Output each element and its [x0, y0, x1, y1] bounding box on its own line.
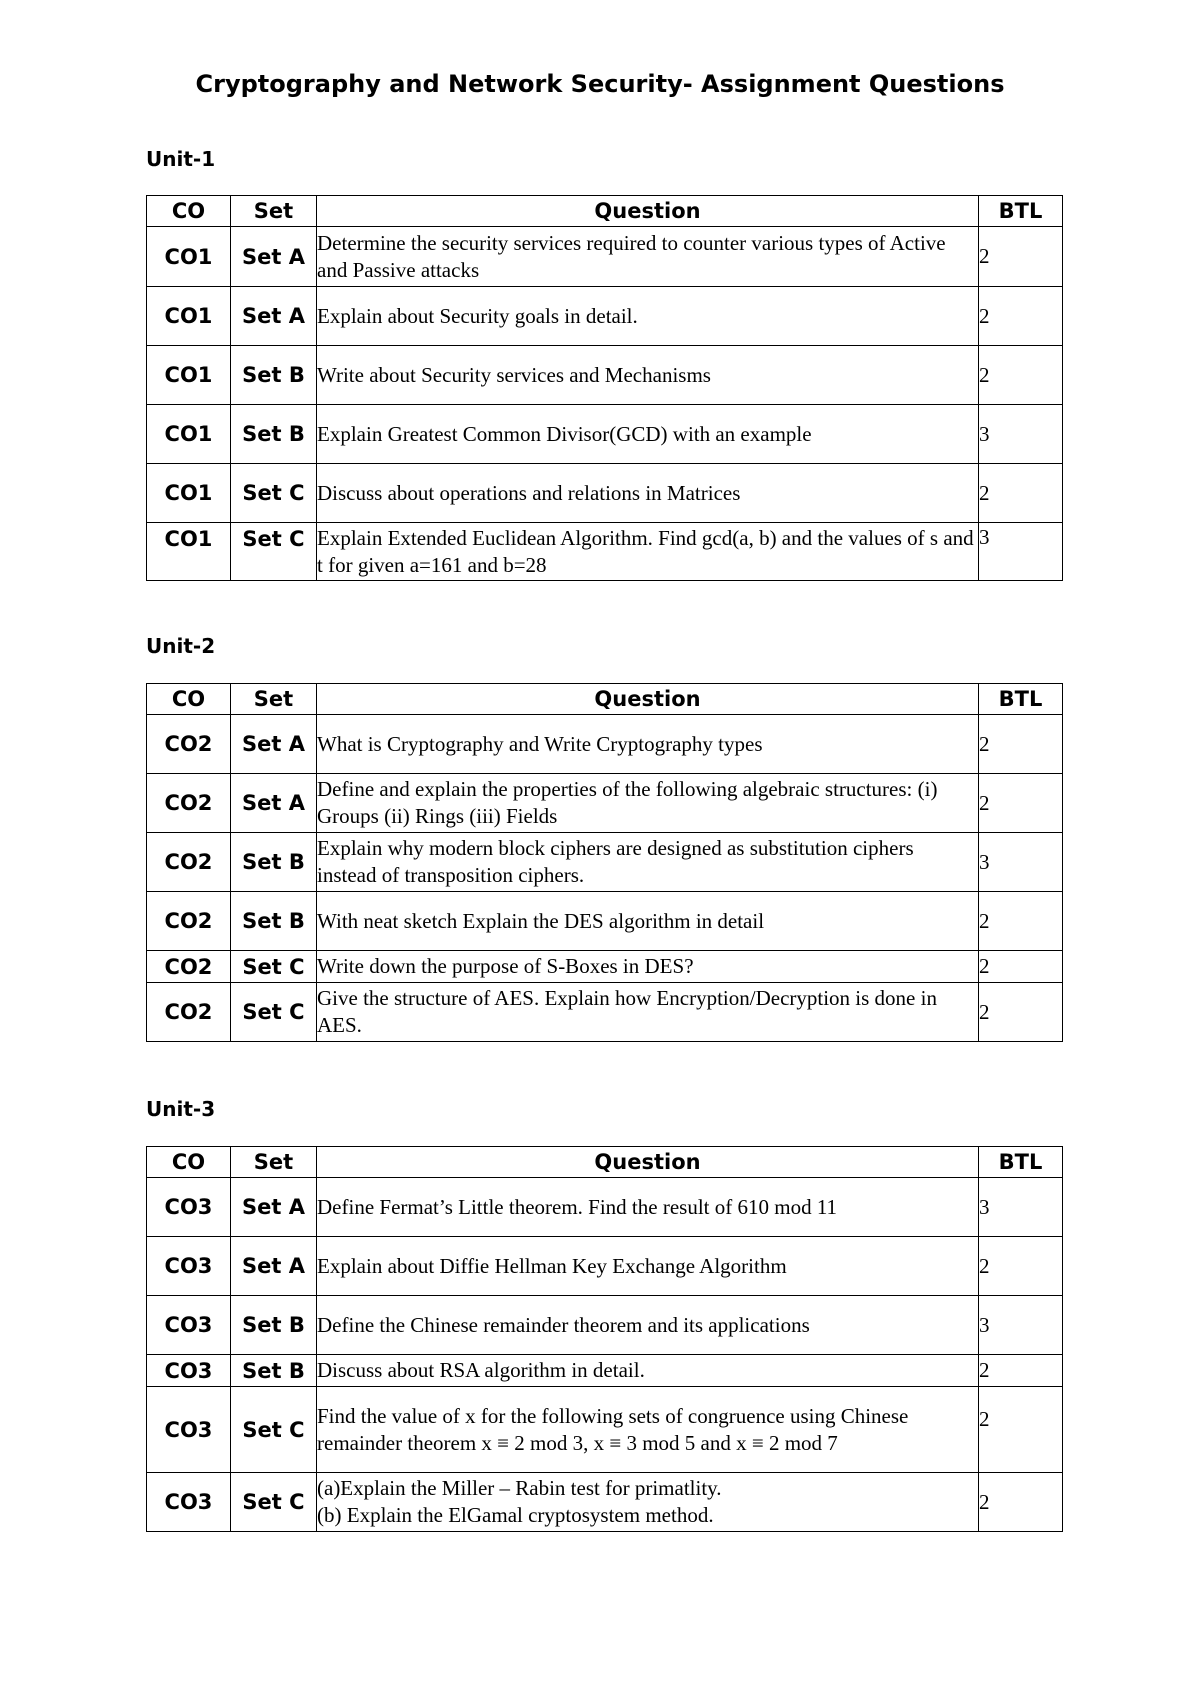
question-cell: With neat sketch Explain the DES algorithm in detail	[317, 892, 979, 951]
question-cell: Discuss about RSA algorithm in detail.	[317, 1355, 979, 1387]
co-cell: CO2	[147, 715, 231, 774]
table-row	[147, 227, 1063, 287]
set-cell: Set B	[231, 1355, 317, 1387]
question-cell: Explain about Security goals in detail.	[317, 287, 979, 346]
header-btl: BTL	[979, 1147, 1063, 1178]
question-cell: Explain about Diffie Hellman Key Exchange Algorithm	[317, 1237, 979, 1296]
co-cell: CO3	[147, 1473, 231, 1532]
table-row	[147, 464, 1063, 523]
question-cell: Give the structure of AES. Explain how Encryption/Decryption is done in AES.	[317, 983, 979, 1042]
header-set: Set	[231, 684, 317, 715]
unit-3-heading: Unit-3	[146, 1097, 216, 1121]
set-cell: Set B	[231, 1296, 317, 1355]
table-row	[147, 715, 1063, 774]
set-cell: Set A	[231, 227, 317, 287]
question-cell: Explain why modern block ciphers are designed as substitution ciphers instead of transposition ciphers.	[317, 833, 979, 892]
co-cell: CO2	[147, 892, 231, 951]
set-cell: Set C	[231, 983, 317, 1042]
btl-cell: 2	[979, 1387, 1063, 1473]
set-cell: Set C	[231, 523, 317, 581]
set-cell: Set B	[231, 892, 317, 951]
table-row	[147, 1296, 1063, 1355]
btl-cell: 2	[979, 1237, 1063, 1296]
question-cell: Explain Extended Euclidean Algorithm. Find gcd(a, b) and the values of s and t for given a=161 and b=28	[317, 523, 979, 581]
table-header-row	[147, 1147, 1063, 1178]
table-row	[147, 523, 1063, 581]
set-cell: Set B	[231, 405, 317, 464]
question-line: (a)Explain the Miller – Rabin test for primatlity.	[317, 1476, 722, 1500]
set-cell: Set A	[231, 774, 317, 833]
table-row	[147, 1178, 1063, 1237]
co-cell: CO2	[147, 833, 231, 892]
unit-2-table	[146, 683, 1063, 1042]
btl-cell: 3	[979, 1296, 1063, 1355]
btl-cell: 2	[979, 227, 1063, 287]
unit-1-heading: Unit-1	[146, 147, 216, 171]
question-cell: Define the Chinese remainder theorem and its applications	[317, 1296, 979, 1355]
unit-3-table	[146, 1146, 1063, 1532]
header-question: Question	[317, 196, 979, 227]
table-row	[147, 1387, 1063, 1473]
question-cell: Determine the security services required to counter various types of Active and Passive attacks	[317, 227, 979, 287]
co-cell: CO1	[147, 227, 231, 287]
question-cell: Define and explain the properties of the following algebraic structures: (i) Groups (ii) Rings (iii) Fields	[317, 774, 979, 833]
question-cell	[317, 1473, 979, 1532]
co-cell: CO1	[147, 287, 231, 346]
set-cell: Set A	[231, 715, 317, 774]
set-cell: Set C	[231, 1473, 317, 1532]
co-cell: CO3	[147, 1237, 231, 1296]
btl-cell: 3	[979, 833, 1063, 892]
co-cell: CO1	[147, 346, 231, 405]
table-row	[147, 1473, 1063, 1532]
question-cell: What is Cryptography and Write Cryptography types	[317, 715, 979, 774]
header-btl: BTL	[979, 196, 1063, 227]
question-cell: Discuss about operations and relations in Matrices	[317, 464, 979, 523]
question-line: (b) Explain the ElGamal cryptosystem method.	[317, 1503, 714, 1527]
co-cell: CO1	[147, 405, 231, 464]
table-row	[147, 405, 1063, 464]
co-cell: CO1	[147, 523, 231, 581]
header-set: Set	[231, 196, 317, 227]
btl-cell: 2	[979, 892, 1063, 951]
header-co: CO	[147, 684, 231, 715]
table-row	[147, 983, 1063, 1042]
question-cell: Explain Greatest Common Divisor(GCD) with an example	[317, 405, 979, 464]
co-cell: CO3	[147, 1296, 231, 1355]
btl-cell: 3	[979, 1178, 1063, 1237]
set-cell: Set C	[231, 1387, 317, 1473]
btl-cell: 2	[979, 951, 1063, 983]
co-cell: CO3	[147, 1355, 231, 1387]
co-cell: CO3	[147, 1387, 231, 1473]
header-co: CO	[147, 1147, 231, 1178]
set-cell: Set A	[231, 287, 317, 346]
page-title: Cryptography and Network Security- Assignment Questions	[195, 70, 1005, 98]
btl-cell: 2	[979, 1473, 1063, 1532]
header-question: Question	[317, 1147, 979, 1178]
co-cell: CO3	[147, 1178, 231, 1237]
table-row	[147, 346, 1063, 405]
btl-cell: 3	[979, 405, 1063, 464]
btl-cell: 2	[979, 983, 1063, 1042]
btl-cell: 2	[979, 715, 1063, 774]
btl-cell: 2	[979, 287, 1063, 346]
btl-cell: 2	[979, 346, 1063, 405]
co-cell: CO1	[147, 464, 231, 523]
header-btl: BTL	[979, 684, 1063, 715]
question-cell: Define Fermat’s Little theorem. Find the result of 610 mod 11	[317, 1178, 979, 1237]
btl-cell: 2	[979, 464, 1063, 523]
table-row	[147, 833, 1063, 892]
table-row	[147, 1355, 1063, 1387]
table-header-row	[147, 196, 1063, 227]
co-cell: CO2	[147, 774, 231, 833]
table-row	[147, 951, 1063, 983]
set-cell: Set C	[231, 464, 317, 523]
table-row	[147, 287, 1063, 346]
table-row	[147, 774, 1063, 833]
table-header-row	[147, 684, 1063, 715]
table-row	[147, 1237, 1063, 1296]
header-set: Set	[231, 1147, 317, 1178]
set-cell: Set B	[231, 833, 317, 892]
set-cell: Set C	[231, 951, 317, 983]
header-question: Question	[317, 684, 979, 715]
header-co: CO	[147, 196, 231, 227]
unit-2-heading: Unit-2	[146, 634, 216, 658]
set-cell: Set A	[231, 1178, 317, 1237]
co-cell: CO2	[147, 983, 231, 1042]
unit-1-table	[146, 195, 1063, 581]
btl-cell: 3	[979, 523, 1063, 581]
set-cell: Set A	[231, 1237, 317, 1296]
btl-cell: 2	[979, 1355, 1063, 1387]
btl-cell: 2	[979, 774, 1063, 833]
question-cell: Write down the purpose of S-Boxes in DES?	[317, 951, 979, 983]
question-cell: Find the value of x for the following sets of congruence using Chinese remainder theorem x ≡ 2 mod 3, x ≡ 3 mod 5 and x ≡ 2 mod 7	[317, 1387, 979, 1473]
table-row	[147, 892, 1063, 951]
co-cell: CO2	[147, 951, 231, 983]
set-cell: Set B	[231, 346, 317, 405]
question-cell: Write about Security services and Mechanisms	[317, 346, 979, 405]
